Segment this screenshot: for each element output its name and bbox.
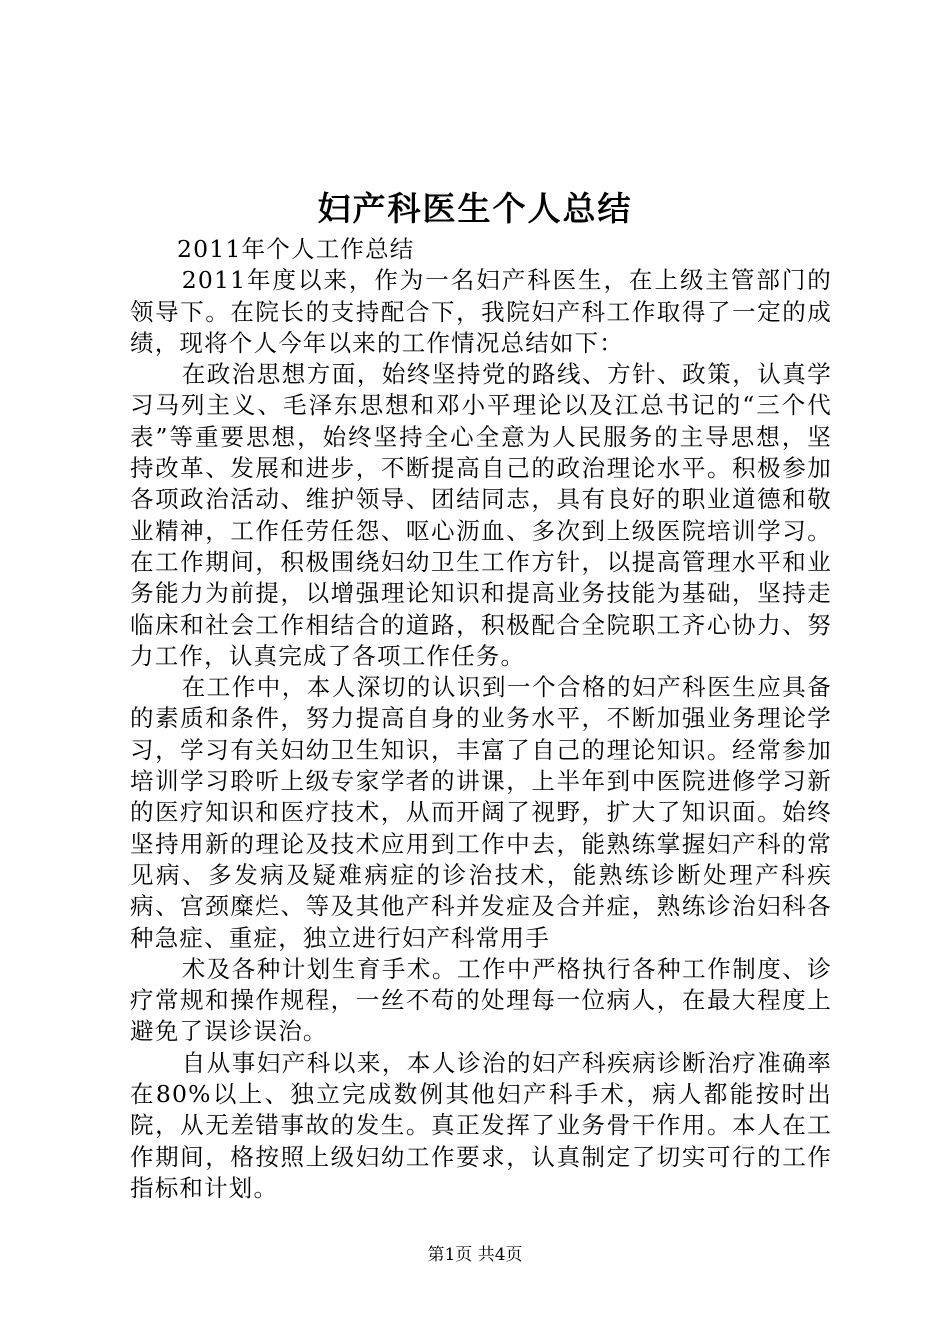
- paragraph-political: 在政治思想方面，始终坚持党的路线、方针、政策，认真学习马列主义、毛泽东思想和邓小平理论以及江总书记的“三个代表”等重要思想，始终坚持全心全意为人民服务的主导思想，坚持改革、发展和进步，不断提高自己的政治理论水平。积极参加各项政治活动、维护领导、团结同志，具有良好的职业道德和敬业精神，工作任劳任怨、呕心沥血、多次到上级医院培训学习。在工作期间，积极围绕妇幼卫生工作方针，以提高管理水平和业务能力为前提，以增强理论知识和提高业务技能为基础，坚持走临床和社会工作相结合的道路，积极配合全院职工齐心协力、努力工作，认真完成了各项工作任务。: [130, 360, 832, 670]
- document-body: [130, 234, 832, 1204]
- page-footer: 第1页 共4页: [427, 1245, 523, 1265]
- document-title: 妇产科医生个人总结: [317, 189, 633, 228]
- paragraph-heading: 2011年个人工作总结: [177, 235, 415, 263]
- paragraph-intro: 2011年度以来，作为一名妇产科医生，在上级主管部门的领导下。在院长的支持配合下，我院妇产科工作取得了一定的成绩，现将个人今年以来的工作情况总结如下：: [130, 266, 832, 357]
- paragraph-surgery: 术及各种计划生育手术。工作中严格执行各种工作制度、诊疗常规和操作规程，一丝不苟的处理每一位病人，在最大程度上避免了误诊误治。: [130, 954, 832, 1046]
- paragraph-results: 自从事妇产科以来，本人诊治的妇产科疾病诊断治疗准确率在80%以上、独立完成数例其他妇产科手术，病人都能按时出院，从无差错事故的发生。真正发挥了业务骨干作用。本人在工作期间，格按照上级妇幼工作要求，认真制定了切实可行的工作指标和计划。: [130, 1048, 832, 1202]
- paragraph-work: 在工作中，本人深切的认识到一个合格的妇产科医生应具备的素质和条件，努力提高自身的业务水平，不断加强业务理论学习，学习有关妇幼卫生知识，丰富了自己的理论知识。经常参加培训学习聆听上级专家学者的讲课，上半年到中医院进修学习新的医疗知识和医疗技术，从而开阔了视野，扩大了知识面。始终坚持用新的理论及技术应用到工作中去，能熟练掌握妇产科的常见病、多发病及疑难病症的诊治技术，能熟练诊断处理产科疾病、宫颈糜烂、等及其他产科并发症及合并症，熟练诊治妇科各种急症、重症，独立进行妇产科常用手: [130, 673, 832, 952]
